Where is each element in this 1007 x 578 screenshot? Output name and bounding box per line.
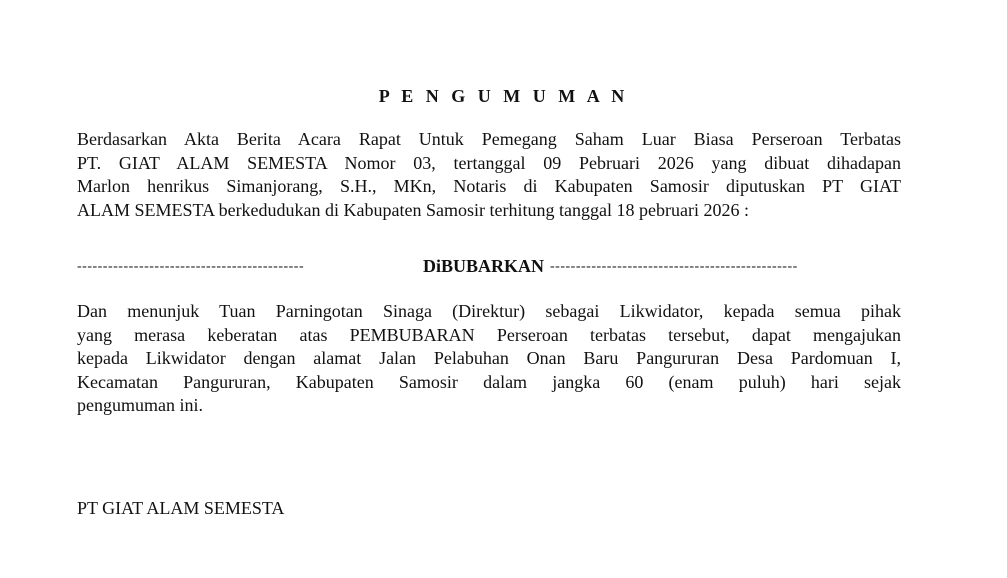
paragraph-line: pengumuman ini.	[77, 395, 203, 415]
paragraph-line: PT. GIAT ALAM SEMESTA Nomor 03, tertanggal 09 Pebruari 2026 yang dibuat dihadapan	[77, 152, 901, 173]
divider-dashes-right: ------------------------------------------------	[550, 258, 798, 274]
document-title: P E N G U M U M A N	[378, 86, 629, 106]
paragraph-line: ALAM SEMESTA berkedudukan di Kabupaten Samosir terhitung tanggal 18 pebruari 2026 :	[77, 199, 749, 220]
paragraph-line: Dan menunjuk Tuan Parningotan Sinaga (Direktur) sebagai Likwidator, kepada semua pihak	[77, 301, 901, 321]
dissolution-divider	[77, 256, 890, 277]
paragraph-liquidator	[77, 300, 901, 418]
paragraph-line: Marlon henrikus Simanjorang, S.H., MKn, Notaris di Kabupaten Samosir diputuskan PT GIAT	[77, 176, 901, 196]
paragraph-line: Berdasarkan Akta Berita Acara Rapat Untuk Pemegang Saham Luar Biasa Perseroan Terbatas	[77, 129, 901, 149]
dissolution-label: DiBUBARKAN	[423, 256, 545, 276]
paragraph-line: yang merasa keberatan atas PEMBUBARAN Perseroan terbatas tersebut, dapat mengajukan	[77, 324, 901, 345]
paragraph-line: kepada Likwidator dengan alamat Jalan Pelabuhan Onan Baru Pangururan Desa Pardomuan I,	[77, 348, 901, 368]
divider-dashes-left: --------------------------------------------	[77, 258, 305, 274]
company-signature: PT GIAT ALAM SEMESTA	[77, 498, 285, 518]
paragraph-deed-reference	[77, 128, 901, 222]
paragraph-line: Kecamatan Pangururan, Kabupaten Samosir dalam jangka 60 (enam puluh) hari sejak	[77, 371, 901, 392]
